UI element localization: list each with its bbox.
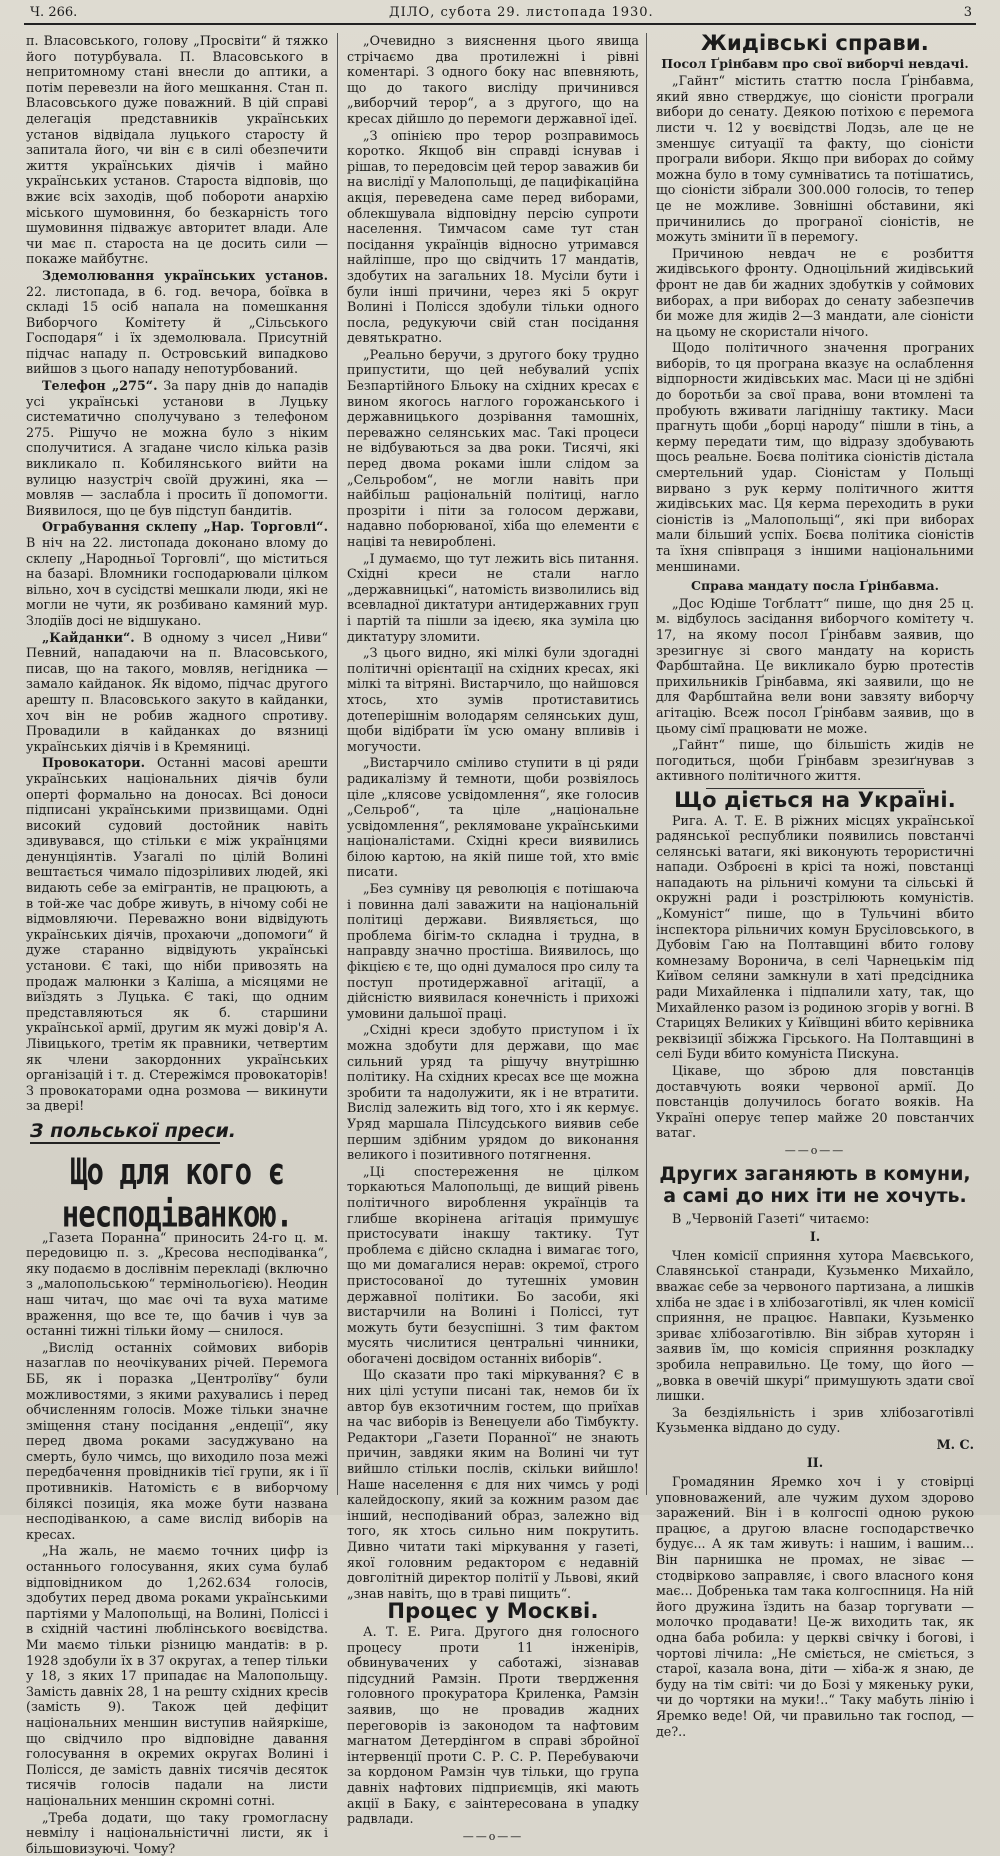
article-headline: Що для кого є несподіванкою. bbox=[61, 1149, 293, 1235]
section-number: II. bbox=[806, 1455, 824, 1471]
paragraph: „Треба додати, що таку громогласну невмілу і національністичні листи, як і більшовизуючі. Чому? bbox=[26, 1809, 328, 1856]
author-signature: М. С. bbox=[936, 1436, 974, 1452]
paragraph: А. Т. Е. Рига. Другого дня голосного процесу проти 11 інженірів, обвинувачених у саботажі, зізнавав підсудний Рамзін. Проти твердження головного прокуратора Криленка, Рамзін заявив, що не провадив жадних переговорів із законодом та нафтовим магнатом Детердінгом в справі збройної інтервенції проти С. Р. С. Р. Перебуваючи за кордоном Рамзін чув тільки, що група давніх нафтових підприємців, які мають акції в Баку, є заінтересована в упадку радвлади. bbox=[347, 1623, 639, 1827]
paragraph bbox=[26, 755, 328, 1114]
end-ornament: ——o—— bbox=[784, 1143, 846, 1157]
column-rule bbox=[337, 33, 338, 1495]
column-1 bbox=[26, 33, 328, 1856]
issue-number: Ч. 266. bbox=[30, 5, 78, 20]
column-rule bbox=[646, 33, 647, 1495]
section-heading-jewish-affairs: Жидівські справи. bbox=[701, 31, 929, 55]
paragraph bbox=[26, 268, 328, 377]
paragraph: Громадянин Яремко хоч і у стовірці уповноважений, але чужим духом здорово заражений. Він і в колгоспі одною рукою працює, а другою власне господарствечко будує... А як там живуть: і нашим, і вашим... Він парнишка не промах, не зіває — стодвірково заправляє, і свого власного коня має... Добренька там така колгоспниця. На ній його дружина їздить на базар торгувати — молочко продавати! Це-ж виходить так, як одна баба робила: у церкві свічку і богові, і чортові лічила: „Не сміється, не сміється, з старої, казала вона, діти — хіба-ж я знаю, де буду на тім світі: чи до Бозі у мякеньку руки, чи до чортяки на муки!..“ Таку мабуть лінію і Яремко веде! Ой, чи правильно так господ, — де?.. bbox=[656, 1474, 974, 1739]
paragraph: „Очевидно з вияснення цього явища стрічаємо два протилежні і рівні коментарі. З одного боку нас впевняють, що до такого висліду причинився „виборчий терор“, а з другого, що на кресах дійшло до перемоги державної ідеї. bbox=[347, 33, 639, 126]
paragraph-lead: Провокатори. bbox=[42, 755, 145, 771]
paragraph: „З цього видно, які мілкі були здогадні політичні орієнтації на східних кресах, які мілкі та вітряні. Вистарчило, що найшовся хтось, хто зумів протиставитись дотеперішнім володарям селянських душ, щоби відібрати їм усю оману впливів і могучости. bbox=[347, 645, 639, 754]
paragraph bbox=[26, 519, 328, 628]
paragraph-lead: Здемолювання українських установ. bbox=[42, 267, 328, 283]
paragraph-text: За пару днів до нападів усі українські установи в Луцьку систематично сполучувано з телефоном 275. Рішучо не можна було з ніким сполучитися. А згадане число кілька разів викликало п. Кобилянського вийти на вулицю назустріч своїй дружині, яка — мовляв — заслабла і просить її допомогти. Виявилося, що це був підступ бандитів. bbox=[26, 378, 328, 518]
page-number: 3 bbox=[963, 5, 972, 20]
paragraph: „Газета Поранна“ приносить 24-го ц. м. передовицю п. з. „Кресова несподіванка“, яку подаємо в дослівнім перекладі (включно з „малопольською“ термінольогією). Неодин наш читач, що має очі та вуха матиме враження, що все те, що бачив і чув за останні тижні тільки йому — снилося. bbox=[26, 1229, 328, 1339]
paragraph: „Без сумніву ця революція є потішаюча і повинна далі заважити на національній політиці держави. Виявляється, що проблема бігім-то складна і трудна, в направду значно простіша. Виявилось, що фікцією є те, що одні думалося про силу та поступ протидержавної агітації, а дійсністю виявилася конечність і прихожі умовини дальшої праці. bbox=[347, 881, 639, 1021]
paragraph: „І думаємо, що тут лежить вісь питання. Східні креси не стали нагло „державницькі“, натомість визволились від всевладної диктатури антидержавних груп і партій та пішли за ідеєю, яка зуміла цю диктатуру зломити. bbox=[347, 550, 639, 644]
paragraph-text: В одному з чисел „Ниви“ Певний, нападаючи на п. Власовського, писав, що на такого, мовляв, негідника — замало кайданок. Як відомо, підчас другого арешту п. Власовського закуто в кайданки, хоч він не робив жадного спротиву. Провадили в кайданках до вязниці українських діячів і в Кремяниці. bbox=[26, 629, 328, 754]
column-3 bbox=[656, 31, 974, 1739]
paragraph: „Гайнт“ пише, що більшість жидів не погодиться, щоби Ґрінбавм зрезиґнував з активного політичного життя. bbox=[656, 737, 974, 784]
masthead bbox=[24, 3, 976, 25]
paragraph: „Гайнт“ містить статтю посла Ґрінбавма, який явно стверджує, що сіоністи програли вибори до сенату. Деякою потіхою є перемога листи ч. 12 у воєвідстві Лодзь, але це не зменшує ситуації та факту, що сіоністи програли вибори. Якщо при виборах до сойму можна було в тому сумніватись та потішатись, що сіоністи зібрали 300.000 голосів, то тепер це не можливе. Зовнішні обставини, які причинились до програної сіоністів, не можуть змінити її в перемогу. bbox=[656, 73, 974, 245]
column-2 bbox=[347, 33, 639, 1843]
paragraph: Член комісії сприяння хутора Маєвського, Славянської станради, Кузьменко Михайло, вважає себе за червоного партизана, а лишків хліба не здає і в хлібозаготівлі, як член комісії сприяння, не працює. Навпаки, Кузьменко зриває хлібозаготівлю. Він зібрав хуторян і заявив їм, що комісія сприяння розкладку зробила неправильно. Це тому, що його — „вовка в овечій шкурі“ примушують здати свої лишки. bbox=[656, 1247, 974, 1404]
paragraph: „Вислід останніх соймових виборів назаглав по неочікуваних річей. Перемога ББ, як і поразка „Центролїву“ були можливостями, з якими рахувались і перед обчисленням голосів. Може тільки значне зміщення стану посідання „ендеції“, яку перед двома роками засуджувано на смерть, було чимсь, що виходило поза межі передбачення провідників тієї групи, як і її противників. Натомість є в виборчому біляксі позиція, яка може бути названа несподіванкою, а саме вислід виборів на кресах. bbox=[26, 1339, 328, 1542]
paragraph: „Вистарчило сміливо ступити в ці ряди радикалізму й темноти, щоби розвіялось ціле „клясове усвідомлення“, яке голосив „Сельроб“, та ціле „національне усвідомлення“, реклямоване українськими націоналістами. Східні креси виявились білою картою, на якій пише той, хто вміє писати. bbox=[347, 755, 639, 880]
paragraph: „Реально беручи, з другого боку трудно припустити, що цей небувалий успіх Безпартійного Бльоку на східних кресах є вином якогось наглого горожанського і державницького дозрівання тамошніх, переважно селянських мас. Такі процеси не відбуваються за два роки. Тисячі, які перед двома роками ішли слідом за „Сельробом“, не могли навіть при найбільш раціональній політиці, нагло прозріти і піти за голосом держави, надавно поборюваної, хіба що елементи є націві та невироблені. bbox=[347, 346, 639, 549]
article-headline-trial: Процес у Москві. bbox=[387, 1599, 599, 1624]
paragraph: Що сказати про такі міркування? Є в них цілі уступи писані так, немов би їх автор був екзотичним гостем, що приїхав на час виборів із Венецуели або Тімбукту. Редактори „Газети Поранної“ не знають причин, завдяки яким на Волині чи тут вийшло стільки послів, скільки вийшло! Наше населення є для них чимсь у роді калейдоскопу, який за кожним разом дає інший, несподіваний образ, залежно від того, як хтось сильно ним покрутить. Дивно читати такі міркування у газеті, якої головним редактором є недавній довголітній директор політії у Львові, який „знав навіть, що в траві пищить“. bbox=[347, 1367, 639, 1601]
paragraph-lead: Телефон „275“. bbox=[42, 378, 158, 394]
paragraph-text: Останні масові арешти українських національних діячів були оперті формально на доносах. Всі доноси підписані українськими призвищами. Одні високий судовий достойник навіть здивувався, що стільки є між українцями денунціянтів. Узагалі по цілій Волині вештається чимало підозріливих людей, які видають себе за емігрантів, не працюють, а в той-же час добре живуть, в нічому собі не відмовляючи. Переважно вони відвідують українських діячів, прохаючи „допомоги“ й дуже старанно відвідують українські установи. Є такі, що ніби привозять на продаж малюнки з Каліша, а місяцями не виїздять з Луцька. Є такі, що одним представляються як б. старшини української армії, другим як мужі довір'я А. Лівицького, третім як правники, четвертим як члени закордонних українських організацій і т. д. Стережімся провокаторів! З провокаторами одна розмова — викинути за двері! bbox=[26, 755, 328, 1114]
article-headline-ukraine: Що діється на Україні. bbox=[674, 787, 956, 812]
subheading: Справа мандату посла Ґрінбавма. bbox=[691, 578, 939, 594]
paragraph-lead: Ограбування склепу „Нар. Торговлі“. bbox=[42, 519, 328, 535]
subheading: Посол Ґрінбавм про свої виборчі невдачі. bbox=[661, 55, 969, 71]
section-heading-polish-press: З польської преси. bbox=[30, 1119, 236, 1142]
paragraph: „Східні креси здобуто приступом і їх можна здобути для держави, що має сильний уряд та рішучу внутрішню політику. На східних кресах все ще можна зробити та надолужити, як і не втратити. Вислід залежить від того, хто і як кермує. Уряд маршала Пілсудського виявив себе першим здібним урядом до виконання великого і позитивного потягнення. bbox=[347, 1022, 639, 1163]
paragraph-lead: „Кайданки“. bbox=[42, 629, 135, 645]
section-number: I. bbox=[809, 1229, 821, 1245]
paragraph-text: В ніч на 22. листопада доконано влому до склепу „Народньої Торговлі“, що міститься на базарі. Вломники господарювали цілком вільно, хоч в сусідстві мешкали люди, які не могли не чути, як розбивано камяний мур. Злодіїв досі не відшукано. bbox=[26, 535, 328, 628]
end-ornament: ——o—— bbox=[462, 1829, 524, 1843]
article-headline-communes: Других заганяють в комуни, а самі до них іти не хочуть. bbox=[659, 1162, 971, 1207]
paragraph: Щодо політичного значення програних виборів, то ця програна вказує на ослаблення відпорности жидівських мас. Маси ці не здібні до боротьби за свої права, вони втомлені та пробують вживати лагіднішу тактику. Маси прагнуть щоби „борці народу“ пішли в тінь, а керму передати тим, що відразу здобувають щось реальне. Боєва політика сіоністів дістала смертельний удар. Сіоністам у Польщі вирвано з рук керму політичного життя жидівських мас. Ця керма переходить в руки сіоністів із „Малопольщі“, які при виборах мали більший успіх. Боєва політика сіоністів та їхня співпраця з іншими національними меншинами. bbox=[656, 340, 974, 574]
paragraph: Рига. А. Т. Е. В ріжних місцях української радянської республики появились повстанчі селянські ватаги, які виконують терористичні напади. Озброєні в крісі та ножі, повстанці нападають на рільничі комуни та сільські й окружні ради і розстрілюють комуністів. „Комуніст“ пише, що в Тульчині вбито інспектора рільничих комун Брусіловського, в Дубовім Гаю на Полтавщині вбито голову комнезаму Воронича, в селі Чарнецькім під Київом селяни замкнули в хаті предсідника ради Михайленка і підпалили хату, так, що Михайленко разом із родиною згорів у вогні. В Старицях Великих у Київщині вбито керівника реквізиції збіжжа Гірського. На Полтавщині в селі Буди вбито комуніста Пискуна. bbox=[656, 812, 974, 1062]
paragraph: „З опінією про терор розправимось коротко. Якщоб він справді існував і рішав, то передовсім цей терор заважив би на вислідї у Малопольщі, де пацифікаційна акція, переведена саме перед виборами, облекшувала відповідну персію супроти населення. Тимчасом саме тут стан посідання українців відносно утримався найліпше, про що свідчить 17 мандатів, здобутих на загальних 18. Мусіли бути і були інші причини, через які 5 округ Волині і Полісся здобули тільки одного посла, редукуючи свій стан посідання девятькратно. bbox=[347, 127, 639, 346]
paragraph: За бездіяльність і зрив хлібозаготівлі Кузьменка віддано до суду. bbox=[656, 1404, 974, 1436]
paragraph bbox=[26, 630, 328, 755]
paragraph bbox=[26, 378, 328, 518]
paragraph: „Ці спостереження не цілком торкаються Малопольщі, де вищий рівень політичного вироблення українців та глибше вкорінена агітація примушує пристосувати інакшу тактику. Тут проблема є дійсно складна і вимагає того, що ми домагалися нерав: окремої, строго пристосованої до тутешніх умовин державної політики. Бо засоби, які вистарчили на Волині і Поліссі, тут можуть бути безуспішні. З тим фактом мусять числитися центральні чинники, обогачені досвідом останніх виборів“. bbox=[347, 1163, 639, 1366]
paragraph: п. Власовського, голову „Просвіти“ й тяжко його потурбувала. П. Власовського в непритомному стані внесли до аптики, а потім перевезли на його мешкання. Стан п. Власовського дуже поважний. В цій справі делегація представників українських установ відвідала луцького старосту й запитала його, чи він є в силі обезпечити життя українських діячів і майно українських установ. Староста відповів, що вжиє всіх заходів, щоб побороти анархію міського шумовиння, бо безкарність того шумовиння підважує авторитет влади. Але чи має п. староста на це досить сили — покаже майбутнє. bbox=[26, 33, 328, 267]
paragraph: Цікаве, що зброю для повстанців доставчують вояки червоної армії. До повстанців долучилось богато вояків. На Україні оперує тепер майже 20 повстанчих ватаг. bbox=[656, 1063, 974, 1141]
paragraph: „На жаль, не маємо точних цифр із останнього голосування, яких сума булаб відповідником до 1,262.634 голосів, здобутих перед двома роками українськими партіями у Малопольщі, на Волині, Поліссі і в східній частині люблінського воєвідства. Ми маємо тільки різницю мандатів: в р. 1928 здобули їх в 37 округах, а тепер тільки у 18, з яких 17 припадає на Малопольщу. Замість давніх 28, 1 на решту східних кресів (замість 9). Також цей дефіцит національних меншин виступив найяркіше, що свідчило про відповідне давання голосування в окремих округах Волині і Полісся, де замість давніх тисячів десяток тисячів голосів падали на листи національних меншин скромні сотні. bbox=[26, 1543, 328, 1808]
paragraph: В „Червоній Газеті“ читаємо: bbox=[672, 1210, 870, 1226]
paragraph: Причиною невдач не є розбиття жидівського фронту. Одноцільний жидівський фронт не дав би жадних здобутків у соймових виборах, а при виборах до сенату забезпечив би може для жидів 2—3 мандати, але сіоністи на цьому не скористали нічого. bbox=[656, 245, 974, 339]
paragraph-text: 22. листопада, в 6. год. вечора, боївка в складі 15 осіб напала на помешкання Виборчого Комітету й „Сільського Господаря“ і їх здемолювала. Присутній підчас нападу п. Островський випадково вийшов з цього нападу непотурбований. bbox=[26, 283, 328, 377]
paper-title-date: ДІЛО, субота 29. листопада 1930. bbox=[389, 5, 654, 20]
paragraph: „Дос Юдіше Тогблатт“ пише, що дня 25 ц. м. відбулось засідання виборчого комітету ч. 17, на якому посол Ґрінбавм заявив, що зрезигнує зі свого мандату на користь Фарбштайна. Це викликало бурю протестів прихильників Ґрінбавма, які заявили, що не для Фарбштайна вели вони завзяту виборчу агітацію. Всеж посол Ґрінбавм заявив, що в цьому сімї працювати не може. bbox=[656, 595, 974, 736]
